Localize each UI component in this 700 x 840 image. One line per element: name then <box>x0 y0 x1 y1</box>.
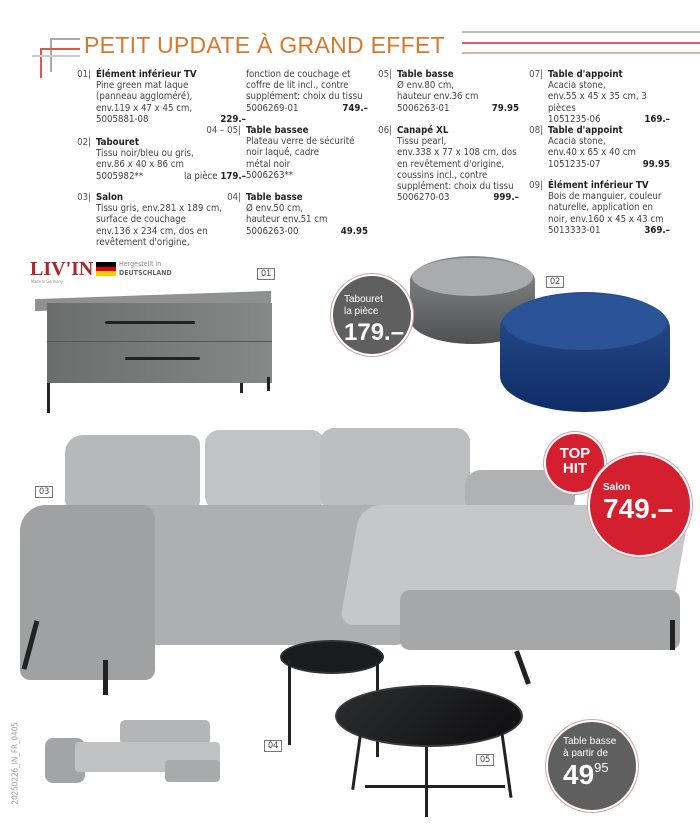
item-description: hauteur env.36 cm <box>397 91 479 103</box>
item-description: env.119 x 47 x 45 cm, <box>96 102 193 114</box>
product-entry <box>246 69 368 114</box>
badge-label: Table basse <box>563 736 617 747</box>
ref-label-03: 03 <box>35 486 53 498</box>
item-number: 04| <box>227 192 241 203</box>
item-description: Pine green mat laque <box>96 80 189 92</box>
item-description: Tissu gris, env.281 x 189 cm, <box>96 203 223 215</box>
item-description: env.338 x 77 x 108 cm, dos <box>397 147 517 159</box>
item-title: Salon <box>96 192 124 203</box>
brand-logo: LIV'IN <box>30 258 94 280</box>
badge-label: Tabouret <box>344 294 383 305</box>
item-title: Élément inférieur TV <box>548 180 649 191</box>
item-code: 5013333-01 <box>548 224 601 236</box>
product-entry <box>529 69 670 125</box>
tv-cabinet-image <box>35 285 275 415</box>
frame-line <box>462 42 700 44</box>
item-title: Table d'appoint <box>548 69 623 80</box>
item-description: coffre de lit incl., contre <box>246 80 349 92</box>
item-description: Acacia stone, <box>548 136 606 148</box>
product-entry <box>529 125 670 170</box>
frame-line <box>40 48 42 78</box>
item-price: 49.95 <box>340 225 368 237</box>
frame-line <box>52 38 80 40</box>
item-number: 07| <box>529 69 543 80</box>
ref-label-04: 04 <box>264 740 282 752</box>
badge-label: la pièce <box>344 306 379 317</box>
item-price: 999.– <box>493 192 519 204</box>
ref-label-01: 01 <box>257 268 275 280</box>
item-price: 99.95 <box>642 158 670 170</box>
item-price: 229.– <box>220 113 246 125</box>
item-code: 5005982** <box>96 170 144 182</box>
item-description: env.136 x 234 cm, dos en <box>96 225 208 237</box>
item-number: 06| <box>378 125 392 136</box>
product-entry <box>529 180 670 236</box>
item-description: Acacia stone, <box>548 80 606 92</box>
badge-label: Salon <box>603 482 631 493</box>
item-number: 04 – 05| <box>206 125 241 136</box>
item-description: hauteur env.51 cm <box>246 214 328 226</box>
print-code: 20250226_IN_FR_0405 <box>10 722 20 805</box>
item-description: Bois de manguier, couleur <box>548 191 662 203</box>
item-price: 169.– <box>644 113 670 125</box>
top-hit-line2: HIT <box>562 460 588 477</box>
made-in-label: Hergestellt in <box>119 260 162 268</box>
badge-price-int: 49 <box>563 759 595 790</box>
item-number: 03| <box>77 192 91 203</box>
item-code: 5005881-08 <box>96 113 149 125</box>
item-price: 369.– <box>644 224 670 236</box>
blue-pouf-top <box>503 294 667 350</box>
badge-label: à partir de <box>563 748 609 759</box>
item-description: Plateau verre de sécurité <box>246 136 355 148</box>
item-number: 01| <box>77 69 91 80</box>
badge-price: 749.– <box>603 493 674 524</box>
product-entry <box>378 125 519 204</box>
tabouret-price-badge <box>333 276 411 354</box>
price-prefix: la pièce <box>183 170 218 182</box>
ref-label-02: 02 <box>546 276 564 288</box>
item-code: 1051235-07 <box>548 158 601 170</box>
item-title: Table basse <box>397 69 454 80</box>
germany-flag-icon <box>96 262 116 276</box>
item-description: (panneau aggloméré), <box>96 91 193 103</box>
item-description: naturelle, application en <box>548 202 653 214</box>
salon-price-badge <box>590 455 690 555</box>
top-hit-line1: TOP <box>559 445 591 462</box>
badge-price: 179.– <box>344 319 405 346</box>
item-number: 09| <box>529 180 543 191</box>
product-entry <box>378 69 519 114</box>
product-entry <box>77 137 246 182</box>
product-entry <box>77 192 246 248</box>
item-title: Canapé XL <box>397 125 449 136</box>
item-number: 02| <box>77 137 91 148</box>
item-title: Table basse <box>246 192 303 203</box>
frame-line <box>462 52 700 54</box>
item-description: Tissu pearl, <box>397 136 447 148</box>
item-code: 1051235-06 <box>548 113 601 125</box>
item-description: Ø env.80 cm, <box>397 80 455 92</box>
item-description: revêtement d'origine, <box>96 236 190 248</box>
item-description: noir laqué, cadre <box>246 147 320 159</box>
item-title: Tabouret <box>96 137 139 148</box>
item-number: 08| <box>529 125 543 136</box>
item-description: métal noir <box>246 158 291 170</box>
item-description: env.40 x 65 x 40 cm <box>548 147 636 159</box>
item-code: 5006263-01 <box>397 102 450 114</box>
brand-tagline: Made in Germany <box>31 279 63 284</box>
item-code: 5006263** <box>246 169 294 181</box>
item-title: Table d'appoint <box>548 125 623 136</box>
item-description: surface de couchage <box>96 214 186 226</box>
item-description: supplément: choix du tissu <box>397 181 514 193</box>
product-entry <box>77 69 246 125</box>
gray-pouf-top <box>412 258 533 296</box>
item-description: Ø env.50 cm, <box>246 203 304 215</box>
item-description: fonction de couchage et <box>246 69 351 80</box>
frame-line <box>462 31 700 33</box>
item-code: 5006269-01 <box>246 102 299 114</box>
sofa-bed-image <box>45 720 225 790</box>
frame-line <box>40 48 80 50</box>
item-code: 5006270-03 <box>397 192 450 204</box>
product-entry <box>227 192 368 237</box>
item-description: env.86 x 40 x 86 cm <box>96 159 184 171</box>
item-description: coussins incl., contre <box>397 169 488 181</box>
item-price: 79.95 <box>491 102 519 114</box>
coffee-table-large-image <box>335 685 525 820</box>
item-description: en revêtement d'origine, <box>397 158 505 170</box>
item-price: 179.– <box>220 170 246 182</box>
item-title: Élément inférieur TV <box>96 69 197 80</box>
item-title: Table bassee <box>246 125 309 136</box>
badge-price-dec: 95 <box>594 760 609 775</box>
item-description: supplément: choix du tissu <box>246 91 363 103</box>
item-description: env.55 x 45 x 35 cm, 3 pièces <box>548 91 647 114</box>
frame-line <box>32 55 80 57</box>
item-description: Tissu noir/bleu ou gris, <box>96 148 194 160</box>
ref-label-05: 05 <box>476 754 494 766</box>
item-price: 749.– <box>342 102 368 114</box>
item-code: 5006263-00 <box>246 225 299 237</box>
made-in-country: DEUTSCHLAND <box>119 269 172 277</box>
page-title: PETIT UPDATE À GRAND EFFET <box>84 32 445 58</box>
item-description: noir, env.160 x 45 x 43 cm <box>548 213 664 225</box>
table-price-badge <box>548 722 636 810</box>
item-number: 05| <box>378 69 392 80</box>
